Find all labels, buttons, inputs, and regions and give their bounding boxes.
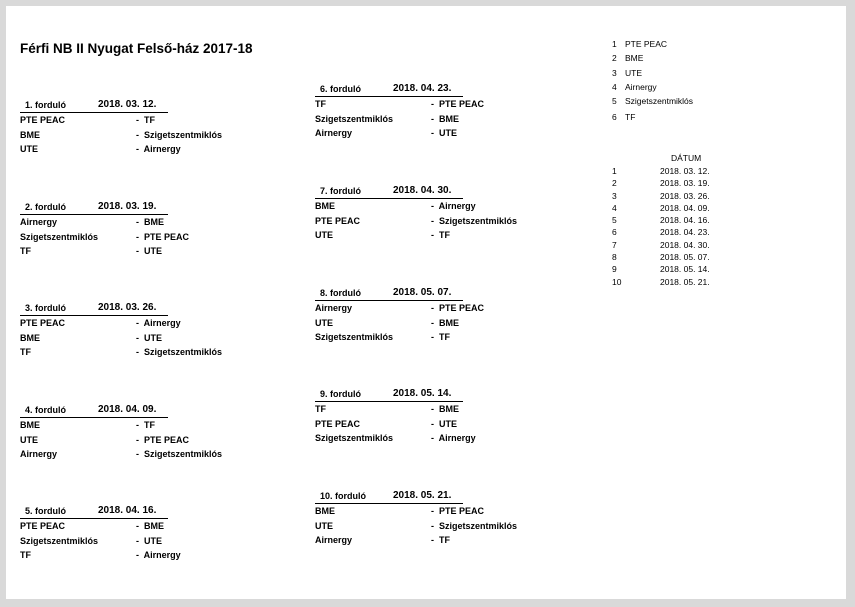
away-team-name: TF [144,420,156,430]
away-team [136,433,189,448]
round-header [20,404,168,418]
round-number: 7 [612,239,617,250]
round-date-value: 2018. 05. 21. [660,276,710,287]
round-block [20,505,280,563]
round-date: 2018. 04. 16. [98,505,157,516]
date-row [612,214,752,226]
match-row [315,519,575,534]
match-row [20,447,280,462]
match-dash: - [431,201,434,211]
home-team: BME [315,201,335,211]
match-dash: - [136,332,139,343]
round-block [315,185,575,243]
home-team: TF [20,246,31,256]
match-row [20,230,280,245]
match-row [315,402,575,417]
match-row [315,199,575,214]
away-team [431,112,459,127]
match-row [20,418,280,433]
match-dash: - [431,303,434,313]
round-date-value: 2018. 04. 16. [660,215,710,226]
away-team [136,113,155,128]
match-dash: - [136,521,139,531]
match-dash: - [431,317,434,328]
home-team: UTE [20,144,38,154]
date-row [612,239,752,251]
round-date: 2018. 04. 23. [393,83,452,94]
home-team: Airnergy [315,128,353,138]
away-team-name: Szigetszentmiklós [439,215,518,226]
round-header [20,505,168,519]
round-date-value: 2018. 04. 23. [660,227,710,238]
match-dash: - [431,535,434,545]
round-label: 6. forduló [320,84,361,94]
match-dash: - [136,449,139,459]
round-date: 2018. 05. 07. [393,287,452,298]
round-block [315,83,575,141]
round-header [315,83,463,97]
match-row [20,548,280,563]
away-team [431,519,517,534]
home-team: TF [315,404,326,414]
match-row [315,214,575,229]
match-dash: - [136,144,139,154]
away-team-name: Airnergy [438,433,476,443]
match-row [315,533,575,548]
match-row [20,113,280,128]
match-row [20,128,280,143]
away-team-name: TF [439,535,451,545]
date-table-header: DÁTUM [671,153,702,163]
match-dash: - [136,434,139,445]
round-number: 2 [612,178,617,189]
team-number: 6 [612,112,617,123]
away-team-name: TF [439,332,451,342]
match-dash: - [431,418,434,429]
match-row [315,316,575,331]
round-date-value: 2018. 04. 30. [660,239,710,250]
round-label: 7. forduló [320,186,361,196]
match-dash: - [136,550,139,560]
away-team [136,418,155,433]
away-team-name: Szigetszentmiklós [439,520,518,531]
round-block [315,388,575,446]
match-dash: - [431,433,434,443]
match-row [20,215,280,230]
round-date: 2018. 05. 21. [393,490,452,501]
away-team [431,228,450,243]
away-team-name: BME [144,521,165,531]
match-dash: - [136,217,139,227]
round-date-value: 2018. 03. 19. [660,178,710,189]
away-team [431,199,476,214]
away-team [136,244,162,259]
match-row [315,126,575,141]
away-team-name: Airnergy [438,201,476,211]
away-team-name: PTE PEAC [439,99,485,109]
match-dash: - [136,318,139,328]
away-team-name: Szigetszentmiklós [144,449,223,459]
round-header [20,99,168,113]
match-row [20,142,280,157]
match-row [20,331,280,346]
away-team [431,417,457,432]
away-team [136,534,162,549]
match-dash: - [136,535,139,546]
round-date: 2018. 03. 19. [98,201,157,212]
home-team: Airnergy [20,217,58,227]
match-dash: - [431,404,434,414]
team-number: 1 [612,39,617,49]
date-table [612,152,752,288]
away-team-name: UTE [144,332,163,343]
home-team: PTE PEAC [315,418,361,429]
team-name: PTE PEAC [625,39,668,49]
round-date-value: 2018. 05. 07. [660,252,710,263]
away-team [136,519,164,534]
home-team: Airnergy [315,535,353,545]
round-label: 9. forduló [320,389,361,399]
home-team: UTE [20,434,38,445]
team-number: 2 [612,53,617,64]
away-team-name: BME [439,113,460,124]
round-label: 8. forduló [320,288,361,298]
match-dash: - [431,113,434,124]
round-header [315,287,463,301]
away-team-name: UTE [144,246,163,256]
match-dash: - [431,506,434,516]
round-date-value: 2018. 04. 09. [660,202,710,213]
round-number: 8 [612,252,617,263]
match-dash: - [431,99,434,109]
home-team: PTE PEAC [20,115,66,125]
away-team [136,331,162,346]
round-date: 2018. 04. 09. [98,404,157,415]
date-row [612,202,752,214]
home-team: Airnergy [20,449,58,459]
team-list-item [612,80,732,94]
round-header [315,185,463,199]
team-name: UTE [625,67,642,78]
away-team [136,345,222,360]
team-list [612,37,732,125]
date-rows [612,165,752,288]
away-team [431,97,484,112]
home-team: BME [20,420,40,430]
away-team-name: PTE PEAC [439,303,485,313]
team-list-item [612,94,732,108]
round-number: 10 [612,276,622,287]
match-row [315,112,575,127]
match-row [20,244,280,259]
match-dash: - [431,215,434,226]
match-dash: - [136,420,139,430]
round-block [20,99,280,157]
match-row [315,97,575,112]
round-label: 10. forduló [320,491,367,501]
away-team-name: TF [144,115,156,125]
round-label: 1. forduló [25,100,66,110]
team-list-item [612,51,732,65]
team-list-item [612,37,732,51]
round-block [20,302,280,360]
round-number: 5 [612,215,617,226]
team-number: 3 [612,67,617,78]
away-team [431,533,450,548]
away-team [136,548,181,563]
round-label: 5. forduló [25,506,66,516]
away-team [136,316,181,331]
away-team [136,447,222,462]
away-team-name: Airnergy [143,550,181,560]
match-row [315,301,575,316]
team-list-item [612,110,732,124]
home-team: BME [315,506,335,516]
round-number: 6 [612,227,617,238]
date-row [612,177,752,189]
away-team-name: BME [439,404,460,414]
round-label: 3. forduló [25,303,66,313]
home-team: UTE [315,317,333,328]
round-number: 9 [612,264,617,275]
away-team-name: PTE PEAC [439,506,485,516]
away-team [431,126,457,141]
away-team-name: UTE [439,418,458,429]
page-title: Férfi NB II Nyugat Felső-ház 2017-18 [20,41,253,56]
away-team [431,431,476,446]
away-team-name: UTE [144,535,163,546]
round-date-value: 2018. 05. 14. [660,264,710,275]
home-team: UTE [315,230,333,240]
match-row [315,431,575,446]
away-team [431,316,459,331]
home-team: Szigetszentmiklós [315,433,394,443]
home-team: Szigetszentmiklós [315,332,394,342]
match-row [20,433,280,448]
match-dash: - [136,129,139,140]
round-header [20,302,168,316]
away-team-name: Szigetszentmiklós [144,347,223,357]
date-row [612,251,752,263]
match-dash: - [431,332,434,342]
round-block [20,404,280,462]
away-team-name: BME [439,317,460,328]
home-team: PTE PEAC [20,318,66,328]
away-team [431,504,484,519]
round-date: 2018. 05. 14. [393,388,452,399]
round-header [315,388,463,402]
home-team: TF [20,347,31,357]
round-number: 4 [612,202,617,213]
team-number: 5 [612,96,617,107]
round-date-value: 2018. 03. 26. [660,190,710,201]
round-block [315,490,575,548]
match-row [315,417,575,432]
match-dash: - [136,246,139,256]
match-row [20,345,280,360]
match-row [20,316,280,331]
away-team [431,301,484,316]
team-name: Szigetszentmiklós [625,96,694,107]
round-label: 2. forduló [25,202,66,212]
away-team-name: BME [144,217,165,227]
date-row [612,263,752,275]
home-team: TF [20,550,31,560]
home-team: TF [315,99,326,109]
round-block [315,287,575,345]
match-row [20,534,280,549]
round-header [315,490,463,504]
away-team-name: PTE PEAC [144,434,190,445]
match-dash: - [431,128,434,138]
round-date: 2018. 04. 30. [393,185,452,196]
spreadsheet-page [6,6,846,599]
away-team [136,142,181,157]
away-team-name: UTE [439,128,458,138]
away-team-name: Airnergy [143,144,181,154]
date-row [612,165,752,177]
away-team-name: Airnergy [143,318,181,328]
match-dash: - [136,347,139,357]
away-team [136,128,222,143]
away-team-name: TF [439,230,451,240]
away-team [431,214,517,229]
away-team [431,330,450,345]
home-team: BME [20,129,40,140]
home-team: Airnergy [315,303,353,313]
home-team: UTE [315,520,333,531]
match-row [20,519,280,534]
home-team: Szigetszentmiklós [20,535,99,546]
round-header [20,201,168,215]
team-number: 4 [612,81,617,92]
away-team [136,215,164,230]
match-row [315,330,575,345]
match-dash: - [136,115,139,125]
date-row [612,226,752,238]
home-team: PTE PEAC [315,215,361,226]
round-number: 1 [612,166,617,176]
match-dash: - [431,520,434,531]
home-team: Szigetszentmiklós [20,231,99,242]
team-list-item [612,66,732,80]
round-number: 3 [612,190,617,201]
match-row [315,504,575,519]
away-team [431,402,459,417]
home-team: PTE PEAC [20,521,66,531]
away-team-name: PTE PEAC [144,231,190,242]
home-team: Szigetszentmiklós [315,113,394,124]
round-date: 2018. 03. 12. [98,99,157,110]
team-name: BME [625,53,644,64]
match-row [315,228,575,243]
away-team [136,230,189,245]
match-dash: - [136,231,139,242]
round-label: 4. forduló [25,405,66,415]
date-row [612,190,752,202]
team-name: Airnergy [625,81,657,92]
round-date: 2018. 03. 26. [98,302,157,313]
round-date-value: 2018. 03. 12. [660,166,710,176]
date-row [612,276,752,288]
round-block [20,201,280,259]
away-team-name: Szigetszentmiklós [144,129,223,140]
home-team: BME [20,332,40,343]
match-dash: - [431,230,434,240]
team-name: TF [625,112,636,123]
